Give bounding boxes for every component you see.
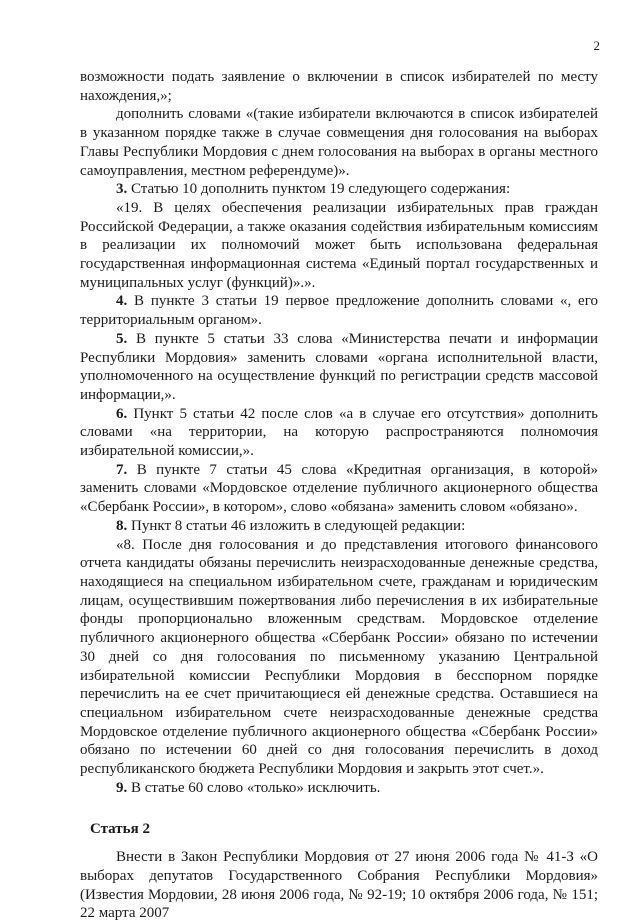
item-number: 9.	[116, 779, 128, 796]
page-number: 2	[593, 38, 600, 53]
document-body	[80, 68, 598, 923]
item-number: 5.	[116, 330, 128, 347]
article-heading: Статья 2	[90, 821, 150, 838]
quoted-clause-19: «19. В целях обеспечения реализации избирательных прав граждан Российской Федерации, а также оказания содействия избирательным комиссиям в реализации их полномочий может быть использована федеральная государственная информационная система «Единый портал государственных и муниципальных услуг (функций)».».	[80, 199, 598, 291]
item-5: 5. В пункте 5 статьи 33 слова «Министерства печати и информации Республики Мордовия» заменить словами «органа исполнительной власти, уполномоченного на осуществление функций по регистрации средств массовой информации,».	[80, 330, 598, 403]
item-9: 9. В статье 60 слово «только» исключить.	[116, 779, 381, 796]
item-6: 6. Пункт 5 статьи 42 после слов «а в случае его отсутствия» дополнить словами «на территории, на которую распространяются полномочия избирательной комиссии,».	[80, 405, 598, 460]
item-number: 6.	[116, 405, 128, 422]
item-number: 7.	[116, 461, 128, 478]
item-number: 8.	[116, 517, 128, 534]
paragraph-1: возможности подать заявление о включении в список избирателей по месту нахождения,»;	[80, 69, 598, 104]
item-8: 8. Пункт 8 статьи 46 изложить в следующей редакции:	[116, 517, 466, 534]
article-2-paragraph: Внести в Закон Республики Мордовия от 27 июня 2006 года № 41-З «О выборах депутатов Государственного Собрания Республики Мордовия» (Известия Мордовии, 28 июня 2006 года, № 92-19; 10 октября 2006 года, № 151; 22 марта 2007	[80, 849, 598, 922]
paragraph-2: дополнить словами «(такие избиратели включаются в список избирателей в указанном порядке также в случае совмещения дня голосования на выборах Главы Республики Мордовия с днем голосования на выборах в органы местного самоуправления, местном референдуме)».	[80, 106, 598, 179]
item-number: 4.	[116, 293, 128, 310]
item-number: 3.	[116, 181, 128, 198]
quoted-clause-8: «8. После дня голосования и до представления итогового финансового отчета кандидаты обязаны перечислить неизрасходованные денежные средства, находящиеся на специальном избирательном счете, гражданам и юридическим лицам, осуществившим пожертвования либо перечисления в их избирательные фонды пропорционально вложенным средствам. Мордовское отделение публичного акционерного общества «Сбербанк России» обязано по истечении 30 дней со дня голосования по письменному указанию Центральной избирательной комиссии Республики Мордовия в бесспорном порядке перечислить на ее счет причитающиеся ей денежные средства. Оставшиеся на специальном избирательном счете неизрасходованные денежные средства Мордовское отделение публичного акционерного общества «Сбербанк России» обязано по истечении 60 дней со дня голосования перечислить в доход республиканского бюджета Республики Мордовия и закрыть этот счет.».	[80, 536, 598, 778]
item-7: 7. В пункте 7 статьи 45 слова «Кредитная организация, в которой» заменить словами «Мордовское отделение публичного акционерного общества «Сбербанк России», в котором», слово «обязана» заменить словом «обязано».	[80, 461, 598, 516]
item-3: 3. Статью 10 дополнить пунктом 19 следующего содержания:	[116, 181, 511, 198]
item-4: 4. В пункте 3 статьи 19 первое предложение дополнить словами «, его территориальным органом».	[80, 293, 598, 329]
